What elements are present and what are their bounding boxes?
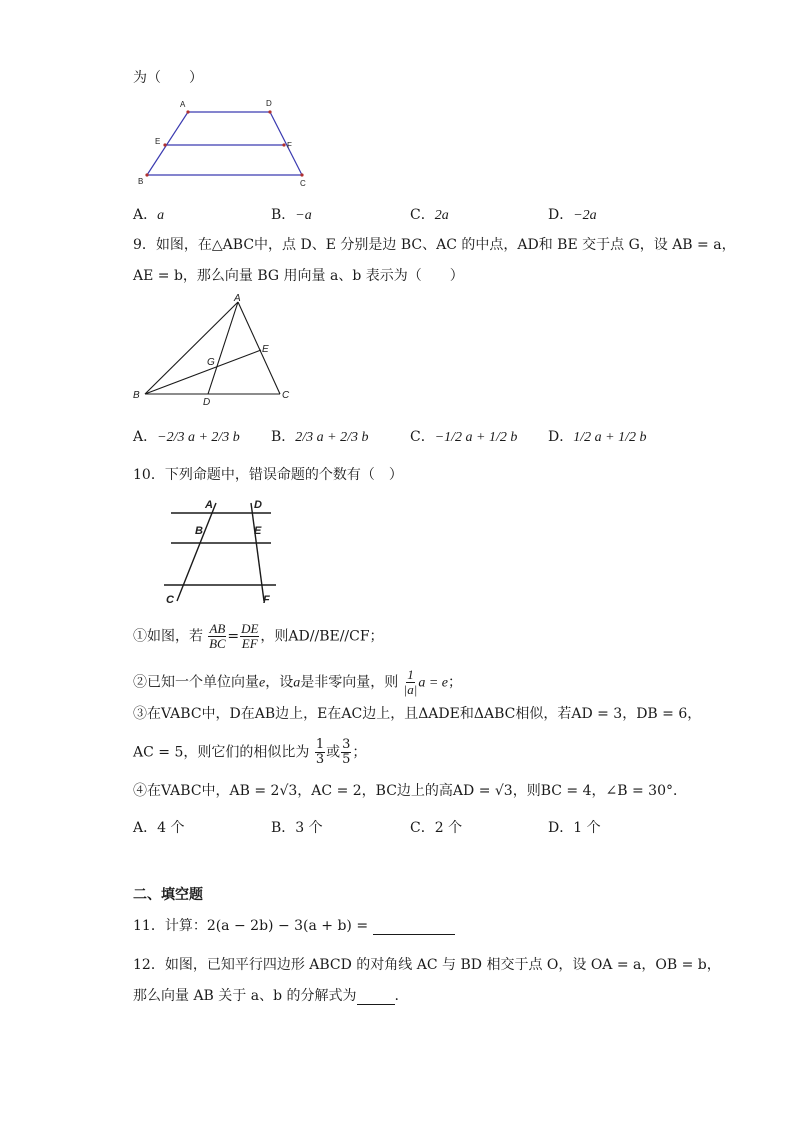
q10-label-b: B (195, 525, 203, 537)
option-label: B． (271, 429, 296, 445)
q9-option-a[interactable] (133, 426, 240, 446)
q8-option-a[interactable] (133, 204, 164, 224)
option-text: 1 个 (573, 820, 601, 836)
q12-stem-line2: 那么向量 AB 关于 a、b 的分解式为 . (133, 988, 399, 1004)
option-label: C． (410, 820, 435, 836)
q12-stem-line1: 12．如图，已知平行四边形 ABCD 的对角线 AC 与 BD 相交于点 O，设 OA = a，OB = b， (133, 957, 721, 973)
q9-stem-line1: 9．如图，在△ABC中，点 D、E 分别是边 BC、AC 的中点，AD和 BE 交于点 G，设 AB = a， (133, 237, 736, 253)
q10-statement-4: ④在VABC中，AB = 2√3，AC = 2，BC边上的高AD = √3，则BC = 4，∠B = 30°． (133, 783, 687, 799)
q8-label-b: B (138, 177, 144, 186)
q10-option-a[interactable] (133, 817, 184, 837)
option-label: B． (271, 207, 296, 223)
option-text: 2 个 (434, 820, 463, 836)
option-label: C． (410, 207, 435, 223)
q8-label-c: C (300, 179, 306, 188)
option-label: B． (271, 820, 296, 836)
fraction-de-ef: $\frac{DE}{EF}$ (241, 621, 259, 651)
q10-parallel-lines-figure (158, 493, 283, 608)
q8-label-a: A (180, 100, 186, 109)
q8-label-f: F (287, 141, 292, 150)
q10-label-c: C (166, 594, 174, 606)
q11-answer-blank[interactable] (373, 920, 455, 935)
q10-option-c[interactable] (410, 817, 462, 837)
option-label: D． (548, 207, 574, 223)
q8-option-b[interactable] (271, 204, 312, 224)
q9-triangle-figure (128, 292, 298, 407)
q9-label-g: G (207, 357, 215, 368)
q9-label-d: D (203, 397, 211, 407)
q10-statement-3-line2: AC = 5，则它们的相似比为 $\frac{1}{3}$ 或 $\frac{3}{5}$ ； (133, 737, 367, 767)
q10-label-e: E (254, 525, 262, 537)
option-label: C． (410, 429, 435, 445)
option-label: A． (133, 429, 158, 445)
q10-statement-1: ①如图，若 $\frac{AB}{BC}$ = $\frac{DE}{EF}$ ，则AD//BE//CF； (133, 621, 384, 651)
q8-stem-tail: 为（ ） (133, 70, 203, 86)
option-expr: 2/3 a + 2/3 b (295, 430, 369, 445)
q10-option-d[interactable] (548, 817, 601, 837)
option-expr: 1/2 a + 1/2 b (573, 430, 647, 445)
option-expr: −a (295, 208, 312, 223)
option-text: 3 个 (295, 820, 323, 836)
q10-stem: 10．下列命题中，错误命题的个数有（ ） (133, 467, 403, 483)
q9-option-c[interactable] (410, 426, 517, 446)
fraction-one-third: $\frac{1}{3}$ (315, 737, 325, 767)
q9-label-c: C (282, 390, 290, 401)
option-label: D． (548, 429, 574, 445)
q8-option-d[interactable] (548, 204, 597, 224)
q11-text: 11．计算：2(a − 2b) − 3(a + b) = (133, 918, 369, 934)
option-label: A． (133, 207, 158, 223)
q9-option-b[interactable] (271, 426, 369, 446)
option-expr: −1/2 a + 1/2 b (434, 430, 518, 445)
q10-option-b[interactable] (271, 817, 323, 837)
q10-statement-2: ②已知一个单位向量e，设a是非零向量，则 $\frac{1}{|a|}$ a = e； (133, 667, 462, 697)
q9-label-a: A (234, 293, 241, 304)
q8-label-e: E (155, 137, 161, 146)
option-expr: −2a (573, 208, 597, 223)
q8-trapezoid-figure (130, 95, 320, 190)
q9-stem-line2: AE = b，那么向量 BG 用向量 a、b 表示为（ ） (133, 268, 464, 284)
q12-answer-blank[interactable] (357, 990, 395, 1005)
q10-label-a: A (205, 499, 213, 511)
option-expr: −2/3 a + 2/3 b (157, 430, 240, 445)
option-expr: a (157, 208, 165, 223)
option-text: 4 个 (157, 820, 185, 836)
q8-option-c[interactable] (410, 204, 449, 224)
option-label: D． (548, 820, 574, 836)
fraction-three-fifths: $\frac{3}{5}$ (342, 737, 351, 767)
option-label: A． (133, 820, 158, 836)
q8-label-d: D (266, 99, 272, 108)
q9-label-b: B (133, 390, 140, 401)
fraction-ab-bc: $\frac{AB}{BC}$ (209, 621, 226, 651)
q10-statement-3-line1: ③在VABC中，D在AB边上，E在AC边上，且ΔADE和ΔABC相似，若AD = 3，DB = 6， (133, 706, 702, 722)
option-expr: 2a (434, 208, 449, 223)
q9-option-d[interactable] (548, 426, 646, 446)
q11 (133, 915, 455, 935)
q10-label-d: D (254, 499, 262, 511)
section-heading: 二、填空题 (133, 887, 203, 903)
q9-label-e: E (262, 344, 269, 355)
fraction-one-over-abs-a: $\frac{1}{|a|}$ (403, 667, 418, 697)
q10-label-f: F (263, 594, 270, 606)
